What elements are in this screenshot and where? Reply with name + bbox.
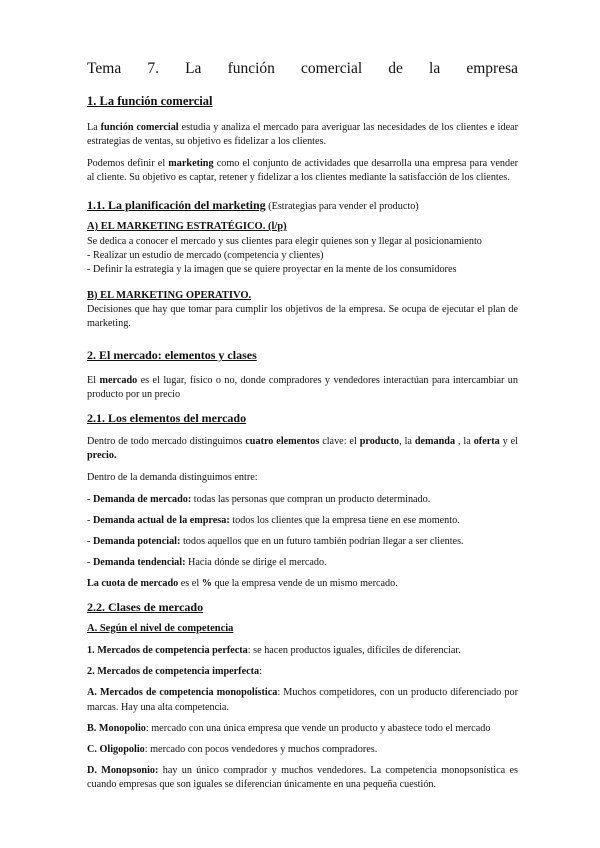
section-heading-clases: 2.2. Clases de mercado — [87, 600, 204, 615]
paragraph-demanda-intro: Dentro de la demanda distinguimos entre: — [87, 471, 258, 483]
list-item: 2. Mercados de competencia imperfecta: — [87, 666, 262, 678]
paragraph-funcion-comercial: La función comercial estudia y analiza el mercado para averiguar las necesidades de los clientes e idear estrategias de ventas, su objetivo es fidelizar a los clientes. — [87, 121, 518, 147]
list-item: - Definir la estrategia y la imagen que se quiere proyectar en la mente de los consumidores — [87, 263, 457, 275]
title-word: función — [227, 60, 275, 77]
text-line: Se dedica a conocer el mercado y sus clientes para elegir quienes son y llegar al posicionamiento — [87, 235, 482, 247]
list-item: B. Monopolio: mercado con una única empresa que vende un producto y abastece todo el mercado — [87, 722, 491, 734]
list-item: 1. Mercados de competencia perfecta: se hacen productos iguales, difíciles de diferenciar. — [87, 645, 461, 657]
section-heading-mercado: 2. El mercado: elementos y clases — [87, 348, 257, 363]
paragraph-marketing-operativo: Decisiones que hay que tomar para cumplir los objetivos de la empresa. Se ocupa de ejecutar el plan de marketing. — [87, 304, 518, 330]
subheading-marketing-estrategico: A) EL MARKETING ESTRATÉGICO. (l/p) — [87, 221, 287, 233]
paragraph-cuota-mercado: La cuota de mercado es el % que la empresa vende de un mismo mercado. — [87, 578, 398, 590]
list-item: A. Mercados de competencia monopolística: Muchos competidores, con un producto diferenciado por marcas. Hay una alta competencia. — [87, 687, 518, 713]
title-word: 7. — [147, 60, 159, 77]
subheading-nivel-competencia: A. Según el nivel de competencia — [87, 622, 234, 634]
section-heading-funcion-comercial: 1. La función comercial — [87, 94, 213, 109]
list-item: - Demanda actual de la empresa: todos los clientes que la empresa tiene en ese momento. — [87, 514, 460, 526]
list-item: - Demanda tendencial: Hacia dónde se dirige el mercado. — [87, 557, 327, 569]
list-item: - Demanda de mercado: todas las personas que compran un producto determinado. — [87, 493, 431, 505]
list-item: - Realizar un estudio de mercado (competencia y clientes) — [87, 249, 324, 261]
paragraph-marketing-definition: Podemos definir el marketing como el conjunto de actividades que desarrolla una empresa para vender al cliente. Su objetivo es captar, retener y fidelizar a los clientes mediante la satisfacción de los clientes. — [87, 157, 518, 183]
subheading-marketing-operativo: B) EL MARKETING OPERATIVO. — [87, 289, 252, 301]
title-word: la — [429, 60, 441, 77]
document-title — [87, 58, 518, 79]
section-heading-planificacion: 1.1. La planificación del marketing (Estrategias para vender el producto) — [87, 197, 419, 212]
section-heading-elementos: 2.1. Los elementos del mercado — [87, 411, 247, 426]
title-word: de — [388, 60, 403, 77]
list-item: D. Monopsonio: hay un único comprador y muchos vendedores. La competencia monopsonística es cuando empresas que son iguales se diferencian únicamente en una pequeña cuestión. — [87, 764, 518, 790]
list-item: C. Oligopolio: mercado con pocos vendedores y muchos compradores. — [87, 743, 378, 755]
title-word: La — [185, 60, 202, 77]
title-word: comercial — [301, 60, 363, 77]
title-word: empresa — [466, 60, 518, 77]
list-item: - Demanda potencial: todos aquellos que en un futuro también podrían llegar a ser clientes. — [87, 536, 464, 548]
paragraph-mercado: El mercado es el lugar, físico o no, donde compradores y vendedores interactúan para intercambiar un producto por un precio — [87, 374, 518, 400]
title-word: Tema — [87, 60, 122, 77]
paragraph-cuatro-elementos: Dentro de todo mercado distinguimos cuatro elementos clave: el producto, la demanda , la oferta y el precio. — [87, 435, 518, 461]
